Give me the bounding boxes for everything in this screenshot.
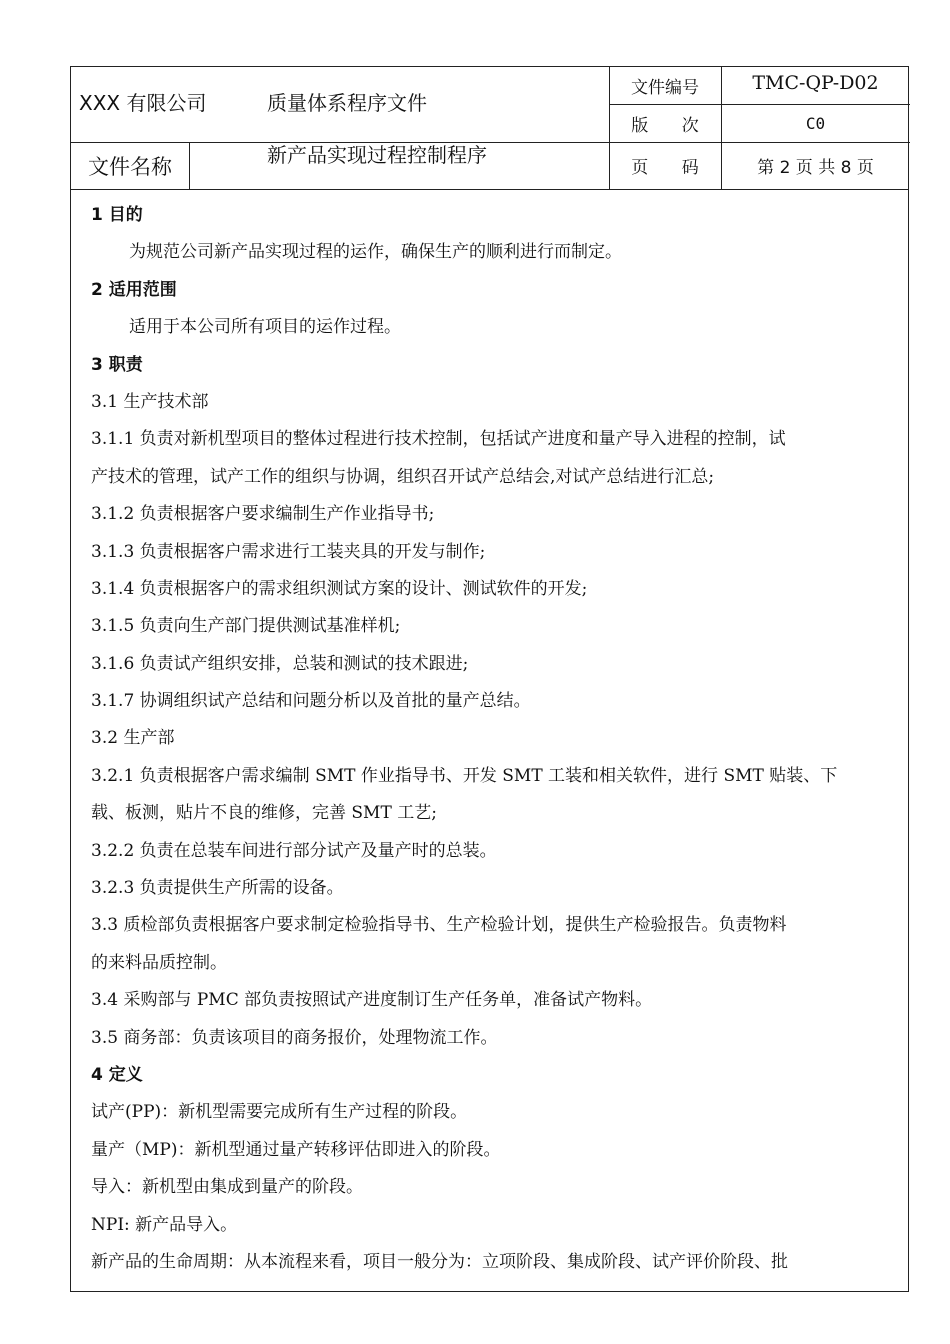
body-line: 3.1.1 负责对新机型项目的整体过程进行技术控制，包括试产进度和量产导入进程的控制，试 <box>91 429 786 450</box>
body-line: NPI: 新产品导入。 <box>91 1214 238 1235</box>
section-heading: 4 定义 <box>91 1064 143 1085</box>
doc-no-label: 文件编号 <box>631 78 699 98</box>
body-line: 载、板测，贴片不良的维修，完善 SMT 工艺; <box>91 803 437 824</box>
body-line: 3.2.3 负责提供生产所需的设备。 <box>91 878 344 899</box>
document-body <box>91 197 891 1281</box>
body-line: 导入：新机型由集成到量产的阶段。 <box>91 1177 363 1198</box>
doc-name-label: 文件名称 <box>88 154 172 179</box>
body-line: 3.1.2 负责根据客户要求编制生产作业指导书; <box>91 504 435 525</box>
section-heading: 3 职责 <box>91 354 143 375</box>
body-line: 3.2.1 负责根据客户需求编制 SMT 作业指导书、开发 SMT 工装和相关软件，进行 SMT 贴装、下 <box>91 765 838 786</box>
body-line: 3.2 生产部 <box>91 728 175 749</box>
body-line: 产技术的管理，试产工作的组织与协调，组织召开试产总结会,对试产总结进行汇总; <box>91 466 715 487</box>
body-line: 3.3 质检部负责根据客户要求制定检验指导书、生产检验计划，提供生产检验报告。负责物料 <box>91 915 787 936</box>
section-heading: 1 目的 <box>91 205 143 225</box>
version-label: 版 次 <box>631 115 699 136</box>
body-line: 的来料品质控制。 <box>91 952 227 973</box>
body-line: 量产（MP)：新机型通过量产转移评估即进入的阶段。 <box>91 1139 501 1160</box>
body-line: 试产(PP)：新机型需要完成所有生产过程的阶段。 <box>91 1102 468 1123</box>
body-line: 3.5 商务部：负责该项目的商务报价，处理物流工作。 <box>91 1027 498 1048</box>
section-heading: 2 适用范围 <box>91 279 177 300</box>
company-name: XXX 有限公司 <box>79 90 207 115</box>
version: C0 <box>805 113 826 133</box>
system-title: 质量体系程序文件 <box>267 90 427 115</box>
document-page <box>70 66 909 1292</box>
body-line: 3.1.4 负责根据客户的需求组织测试方案的设计、测试软件的开发; <box>91 578 588 599</box>
body-line: 为规范公司新产品实现过程的运作，确保生产的顺利进行而制定。 <box>129 242 622 263</box>
doc-name: 新产品实现过程控制程序 <box>267 142 487 167</box>
body-line: 3.4 采购部与 PMC 部负责按照试产进度制订生产任务单，准备试产物料。 <box>91 990 653 1011</box>
header-divider <box>189 142 190 189</box>
page-label: 页 码 <box>631 158 699 178</box>
header-divider <box>609 67 610 189</box>
body-line: 3.2.2 负责在总装车间进行部分试产及量产时的总装。 <box>91 840 497 861</box>
body-line: 3.1 生产技术部 <box>91 391 209 412</box>
page-number: 第 2 页 共 8 页 <box>757 158 874 178</box>
body-line: 3.1.3 负责根据客户需求进行工装夹具的开发与制作; <box>91 541 486 562</box>
body-line: 3.1.6 负责试产组织安排，总装和测试的技术跟进; <box>91 653 469 674</box>
doc-no: TMC-QP-D02 <box>752 71 879 94</box>
body-line: 3.1.7 协调组织试产总结和问题分析以及首批的量产总结。 <box>91 691 531 712</box>
body-line: 新产品的生命周期：从本流程来看，项目一般分为：立项阶段、集成阶段、试产评价阶段、批 <box>91 1251 788 1272</box>
body-line: 3.1.5 负责向生产部门提供测试基准样机; <box>91 616 401 637</box>
document-header-table <box>71 67 908 190</box>
body-line: 适用于本公司所有项目的运作过程。 <box>129 317 401 338</box>
